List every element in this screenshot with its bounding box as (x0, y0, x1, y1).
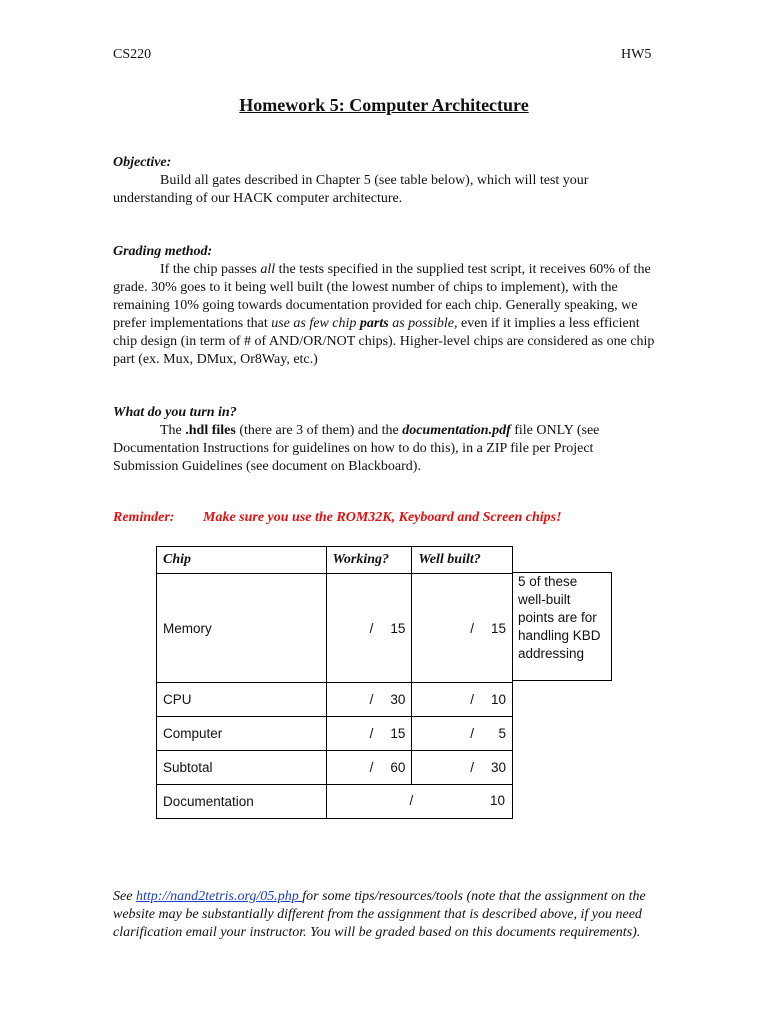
working-cell (333, 760, 406, 775)
table-row (157, 574, 513, 683)
grading-parts: parts (359, 316, 389, 331)
row-chip: Computer (157, 717, 327, 751)
kbd-note: 5 of these well-built points are for handling KBD addressing (512, 572, 612, 681)
slash: / (369, 692, 374, 707)
table-header-row (157, 547, 513, 574)
grading-emphasis: use as few chip (271, 316, 360, 331)
turnin-text: The (160, 423, 186, 438)
row-chip: Memory (157, 574, 327, 683)
wellbuilt-cell (418, 726, 506, 741)
table-row (157, 683, 513, 717)
working-cell (333, 726, 406, 741)
wellbuilt-points: 5 (498, 726, 506, 741)
slash: / (369, 620, 374, 636)
turnin-text: file ONLY (see Documentation Instructions for guidelines on how to do this), in a ZIP file per Project Submission Guidelines (see document on Blackboard). (113, 423, 600, 474)
turnin-section (113, 404, 658, 476)
working-points: 30 (390, 692, 406, 707)
page-title: Homework 5: Computer Architecture (239, 95, 529, 115)
wellbuilt-cell (418, 692, 506, 707)
slash: / (369, 760, 374, 775)
objective-heading: Objective: (113, 155, 172, 170)
objective-line-1: Build all gates described in Chapter 5 (see table below), which will test your (160, 173, 589, 188)
row-chip: CPU (157, 683, 327, 717)
nand2tetris-link[interactable]: http://nand2tetris.org/05.php (135, 889, 303, 904)
table-row (157, 717, 513, 751)
turnin-text: (there are 3 of them) and the (235, 423, 403, 438)
table-row (157, 751, 513, 785)
reminder-text: Make sure you use the ROM32K, Keyboard and Screen chips! (203, 510, 562, 525)
header-working: Working? (326, 547, 412, 574)
slash: / (470, 692, 474, 707)
wellbuilt-cell (418, 760, 506, 775)
reminder-label: Reminder: (113, 510, 175, 525)
row-chip: Subtotal (157, 751, 327, 785)
turnin-paragraph (113, 422, 658, 476)
slash: / (470, 760, 474, 775)
homework-number: HW5 (621, 47, 652, 62)
slash: / (470, 620, 474, 636)
footer-text: for some tips/resources/tools (note that the assignment on the website may be substantially different from the assignment that is described above, if you need clarification email your instructor. You will be graded based on this documents requirements). (113, 889, 646, 940)
slash: / (369, 726, 374, 741)
grading-all: all (260, 262, 276, 277)
grading-text: If the chip passes (160, 262, 261, 277)
turnin-docpdf: documentation.pdf (402, 423, 511, 438)
course-code: CS220 (113, 47, 152, 62)
header-wellbuilt: Well built? (412, 547, 513, 574)
grading-section (113, 243, 658, 369)
working-points: 15 (390, 726, 406, 741)
objective-section (113, 154, 658, 208)
table-row-documentation (157, 785, 513, 819)
grading-paragraph (113, 261, 658, 369)
slash: / (470, 726, 474, 741)
header-chip: Chip (157, 547, 327, 574)
objective-line-2: understanding of our HACK computer architecture. (113, 191, 403, 206)
working-points: 15 (390, 620, 406, 636)
wellbuilt-points: 30 (490, 760, 506, 775)
turnin-hdl: .hdl files (185, 423, 236, 438)
grading-text: even if it implies a less efficient chip design (in term of # of AND/OR/NOT chips). Higher-level chips are considered as one chip part (ex. Mux, DMux, Or8Way, etc.) (113, 316, 655, 367)
grading-emphasis: as possible, (388, 316, 458, 331)
grading-text: the tests specified in the supplied test script, it receives 60% of the grade. 30% goes to it being well built (the lowest number of chips to implement), with the remaining 10% going towards documentation provided for each chip. Generally speaking, we prefer implementations that (113, 262, 651, 331)
wellbuilt-cell (418, 621, 506, 636)
working-cell (333, 621, 406, 636)
working-points: 60 (390, 760, 406, 775)
documentation-points: 10 (489, 793, 505, 808)
wellbuilt-points: 10 (490, 692, 506, 707)
footer-note (113, 888, 658, 942)
working-cell (333, 692, 406, 707)
row-chip: Documentation (157, 785, 327, 819)
grading-heading: Grading method: (113, 244, 213, 259)
turnin-heading: What do you turn in? (113, 405, 237, 420)
wellbuilt-points: 15 (490, 620, 506, 636)
footer-text: See (113, 889, 136, 904)
slash: / (409, 793, 414, 808)
grade-table (156, 546, 513, 819)
